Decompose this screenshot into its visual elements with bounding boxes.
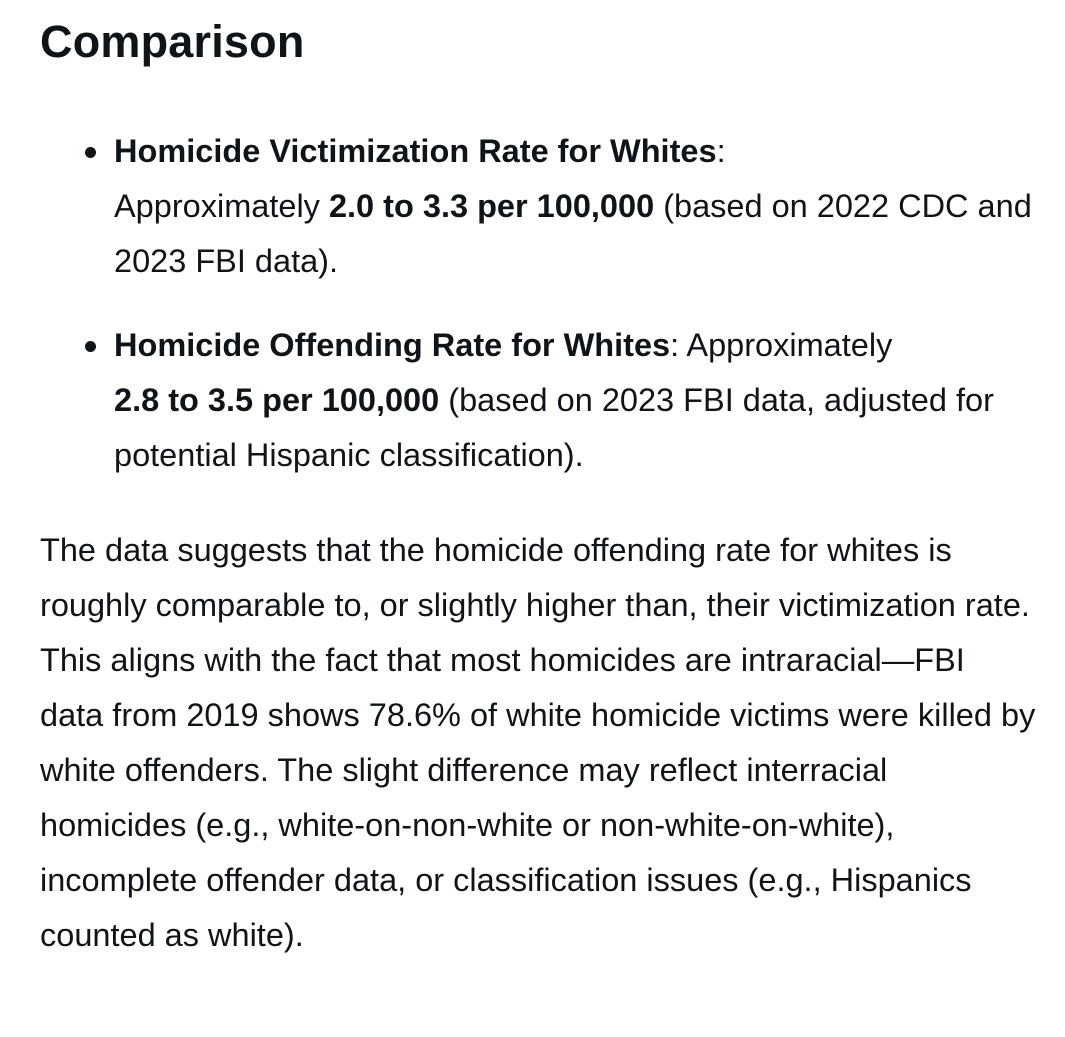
summary-paragraph: The data suggests that the homicide offending rate for whites is roughly comparable to, or slightly higher than, their victimization rate. This aligns with the fact that most homicides are intraracial—FBI data from 2019 shows 78.6% of white homicide victims were killed by white offenders. The slight difference may reflect interracial homicides (e.g., white-on-non-white or non-white-on-white), incomplete offender data, or classification issues (e.g., Hispanics counted as white). bbox=[40, 532, 1036, 953]
bullet-label: Homicide Victimization Rate for Whites bbox=[114, 133, 717, 169]
bullet-text-post: (based on 2022 CDC and 2023 FBI data). bbox=[114, 188, 1032, 279]
bullet-text-post: (based on 2023 FBI data, adjusted for potential Hispanic classification). bbox=[114, 382, 994, 473]
list-item-offending-rate bbox=[40, 318, 1037, 483]
bullet-text-pre: Approximately bbox=[679, 327, 893, 363]
bullet-text-pre: Approximately bbox=[114, 188, 329, 224]
bullet-dot-icon bbox=[85, 147, 96, 158]
bullet-label: Homicide Offending Rate for Whites bbox=[114, 327, 671, 363]
section-heading: Comparison bbox=[40, 16, 305, 67]
comparison-list bbox=[40, 124, 1037, 483]
bullet-rate: 2.8 to 3.5 per 100,000 bbox=[114, 382, 440, 418]
bullet-separator: : bbox=[716, 133, 726, 169]
bullet-rate: 2.0 to 3.3 per 100,000 bbox=[328, 188, 655, 224]
bullet-dot-icon bbox=[85, 341, 96, 352]
bullet-separator: : bbox=[670, 327, 680, 363]
list-item-victimization-rate bbox=[40, 124, 1037, 289]
